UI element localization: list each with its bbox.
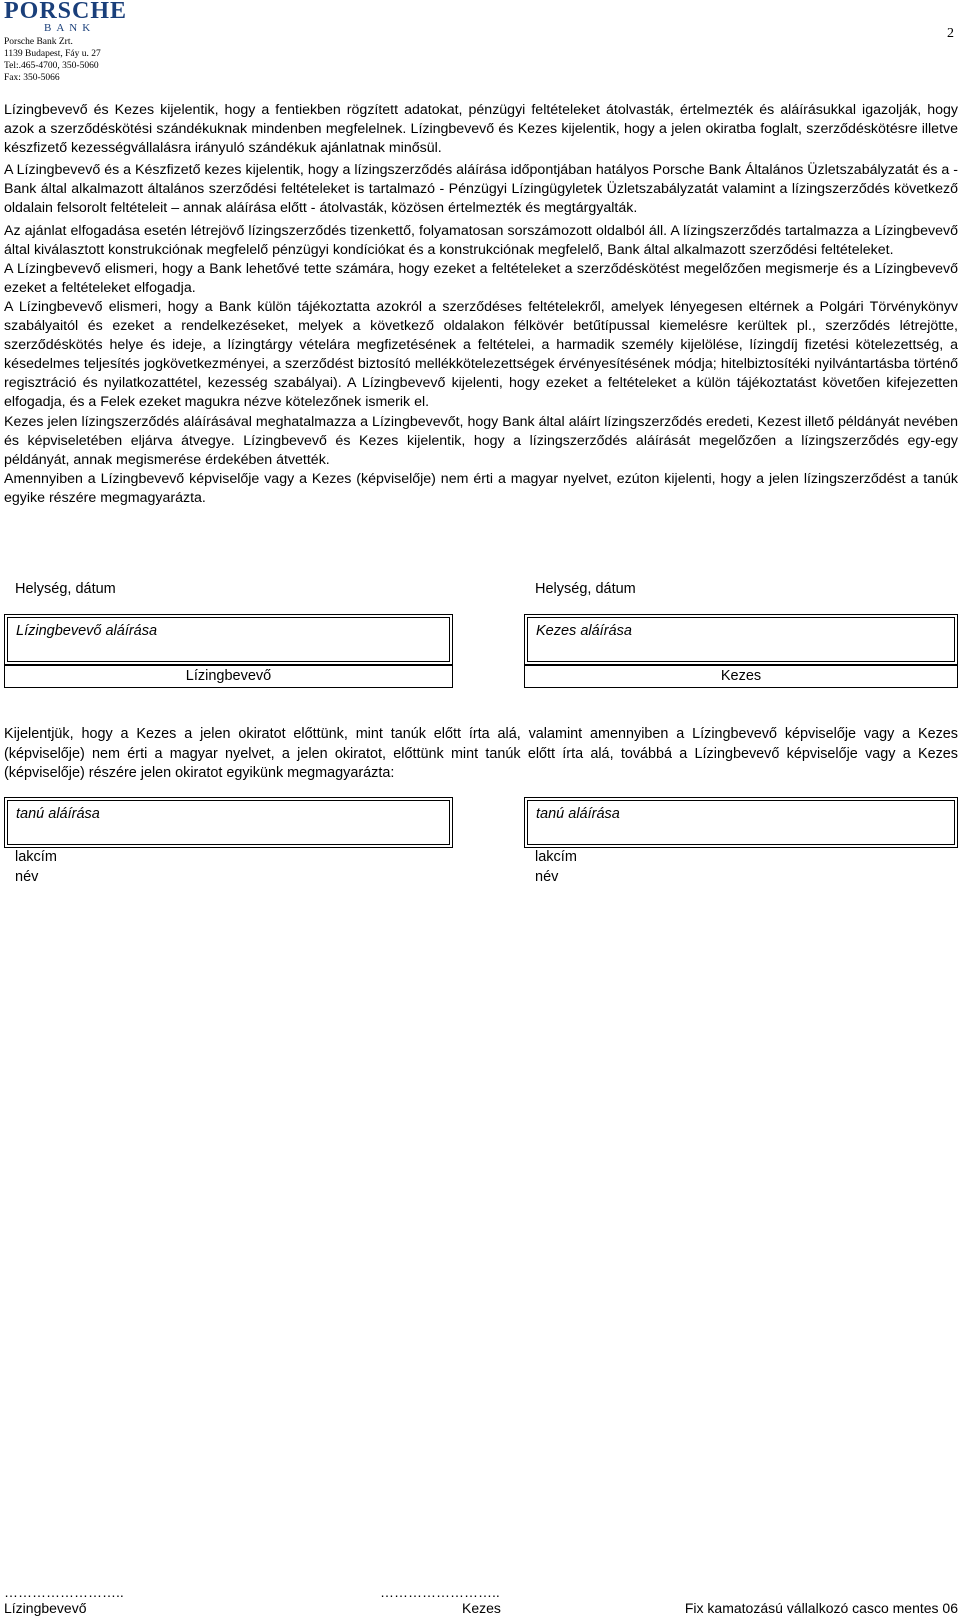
- letterhead: [4, 0, 184, 84]
- logo-sub-text: BANK: [44, 22, 96, 34]
- witness-statement: Kijelentjük, hogy a Kezes a jelen okiratot előttünk, mint tanúk előtt írta alá, valamint amennyiben a Lízingbevevő képviselője vagy a Kezes (képviselője) nem érti a magyar nyelvet, a jelen okiratot, előttünk mint tanúk előtt írta alá, továbbá a Lízingbevevő képviselője vagy a Kezes (képviselője) részére jelen okiratot egyikünk megmagyarázta:: [4, 726, 958, 781]
- paragraph: A Lízingbevevő és a Készfizető kezes kijelentik, hogy a lízingszerződés aláírása időpontjában hatályos Porsche Bank Általános Üzletszabályzatát és a - Bank által alkalmazott általános szerződési feltételeket is tartalmazó - Pénzügyi Lízingügyletek Üzletszabályzatát valamint a lízingszerződés következő oldalain felsorolt feltételeit – annak aláírása előtt - átolvasták, közösen értelmezték és megtárgyalták.: [4, 162, 958, 217]
- paragraph: A Lízingbevevő elismeri, hogy a Bank külön tájékoztatta azokról a szerződéses feltételekről, amelyek lényegesen eltérnek a Polgári Törvénykönyv szabályaitól és ezeket a rendelkezéseket, melyek a következő oldalakon félkövér betűtípussal kiemelésre kerültek pl., szerződés létrejötte, szerződéskötés helye és ideje, a lízingtárgy vételára megfizetésének a feltételei, a harmadik személy kijelölése, lízingdíj fizetési kötelezettség, a késedelmes teljesítés jogkövetkezményei, a szerződést biztosító mellékkötelezettségek érvényesítésének módja; hitelbiztosítéki nyilvántartásba történő regisztráció és nyilatkozattétel, kezesség szabályai). A Lízingbevevő kijelenti, hogy ezeket a feltételeket a külön tájékoztatást követően kifejezetten elfogadja, és a Felek ezeket magukra nézve kötelezőnek ismerik el.: [4, 298, 958, 411]
- paragraph: Lízingbevevő és Kezes kijelentik, hogy a fentiekben rögzített adatokat, pénzügyi feltételeket átolvasták, értelmezték és aláírásukkal igazolják, hogy azok a szerződéskötési szándékuknak mindenben megfelelnek. Lízingbevevő és Kezes kijelentik, hogy a jelen okiratba foglalt, szerződéskötésre illetve készfizető kezességvállalásra irányuló szándékuk ajánlatnak minősül.: [4, 102, 958, 157]
- paragraph: Amennyiben a Lízingbevevő képviselője vagy a Kezes (képviselője) nem érti a magyar nyelvet, ezúton kijelenti, hogy a jelen lízingszerződést a tanúk egyike részére megmagyarázta.: [4, 470, 958, 506]
- witness2-address-label: lakcím: [535, 849, 577, 865]
- footer-lessee-dots: ……………………..: [4, 1584, 124, 1600]
- paragraph: Kezes jelen lízingszerződés aláírásával meghatalmazza a Lízingbevevőt, hogy Bank által aláírt lízingszerződés eredeti, Kezest illető példányát nevében és képviseletében eljárva átvegye. Lízingbevevő és Kezes kijelentik, hogy a lízingszerződés aláírását megelőzően a lízingszerződés egy-egy példányát, annak megismerése érdekében átvették.: [4, 413, 958, 468]
- lessee-signature-box[interactable]: [4, 614, 453, 665]
- lessee-name-label: Lízingbevevő: [185, 668, 272, 684]
- witness2-name-label: név: [535, 869, 559, 885]
- contract-text: [4, 101, 958, 508]
- bank-logo: [4, 0, 184, 34]
- logo-main-text: PORSCHE: [4, 0, 128, 24]
- lessee-place-date-label: Helység, dátum: [15, 581, 116, 597]
- witness1-address-label: lakcím: [15, 849, 57, 865]
- footer-lessee-label: Lízingbevevő: [4, 1600, 87, 1616]
- guarantor-name-box: [524, 665, 958, 688]
- address-line: Tel:.465-4700, 350-5060: [4, 61, 99, 71]
- bank-address: [4, 36, 184, 84]
- witness2-signature-box[interactable]: [524, 797, 958, 848]
- lessee-signature-label: Lízingbevevő aláírása: [16, 623, 158, 639]
- address-line: 1139 Budapest, Fáy u. 27: [4, 49, 101, 59]
- paragraph: A Lízingbevevő elismeri, hogy a Bank lehetővé tette számára, hogy ezeket a feltételeket a szerződéskötést megelőzően megismerje és a Lízingbevevő ezeket a feltételeket elfogadja.: [4, 260, 958, 296]
- footer-document-code: Fix kamatozású vállalkozó casco mentes 06: [684, 1600, 958, 1616]
- witness2-signature-label: tanú aláírása: [536, 806, 620, 822]
- guarantor-place-date-label: Helység, dátum: [535, 581, 636, 597]
- footer-guarantor-dots: ……………………..: [380, 1584, 500, 1600]
- page-number: 2: [947, 26, 954, 41]
- guarantor-name-label: Kezes: [720, 668, 762, 684]
- address-line: Fax: 350-5066: [4, 73, 60, 83]
- paragraph: Az ajánlat elfogadása esetén létrejövő lízingszerződés tizenkettő, folyamatosan sorszámozott oldalból áll. A lízingszerződés tartalmazza a Lízingbevevő által kiválasztott konstrukciónak megfelelő pénzügyi kondíciókat és a konstrukciónak megfelelő, Bank által alkalmazott szerződési feltételeket.: [4, 222, 958, 258]
- address-line: Porsche Bank Zrt.: [4, 37, 73, 47]
- footer-guarantor-label: Kezes: [462, 1600, 501, 1616]
- witness1-name-label: név: [15, 869, 39, 885]
- guarantor-signature-box[interactable]: [524, 614, 958, 665]
- guarantor-signature-label: Kezes aláírása: [536, 623, 632, 639]
- lessee-name-box: [4, 665, 453, 688]
- witness1-signature-box[interactable]: [4, 797, 453, 848]
- witness1-signature-label: tanú aláírása: [16, 806, 100, 822]
